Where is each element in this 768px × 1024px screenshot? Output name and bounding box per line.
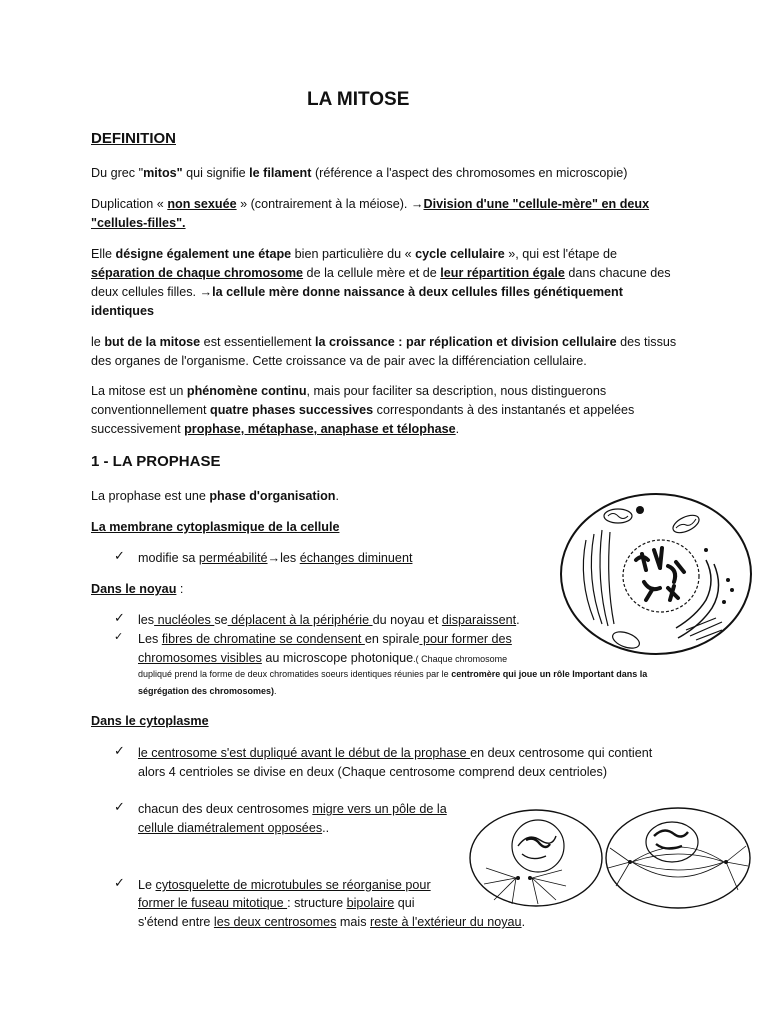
cytoplasme-item-1: le centrosome s'est dupliqué avant le début de la prophase en deux centrosome qui contient — [138, 746, 653, 760]
noyau-item-2: Les fibres de chromatine se condensent en spirale pour former des — [138, 632, 512, 646]
cytoplasme-item-3-line-2: former le fuseau mitotique : structure bipolaire qui — [138, 896, 415, 910]
cytoplasme-item-3: Le cytosquelette de microtubules se réorganise pour — [138, 878, 431, 892]
check-icon: ✓ — [114, 548, 125, 563]
definition-paragraph-2: Duplication « non sexuée » (contrairement à la méiose). →Division d'une "cellule-mère" en deux — [91, 197, 650, 211]
definition-paragraph-1: Du grec "mitos" qui signifie le filament (référence a l'aspect des chromosomes en microscopie) — [91, 166, 628, 180]
cytoplasme-item-1-line-2: alors 4 centrioles se divise en deux (Chaque centrosome comprend deux centrioles) — [138, 765, 608, 779]
noyau-item-2-line-3: dupliqué prend la forme de deux chromatides soeurs identiques réunies par le centromère qui joue un rôle Important dans la — [138, 669, 648, 679]
definition-heading: DEFINITION — [91, 130, 176, 147]
check-icon: ✓ — [114, 743, 125, 758]
prophase-heading: 1 - LA PROPHASE — [91, 453, 221, 470]
cytoplasme-item-2-line-2: cellule diamétralement opposées.. — [138, 821, 330, 835]
cytoplasme-heading: Dans le cytoplasme — [91, 714, 209, 728]
spindle-formation-diagram — [466, 804, 756, 910]
prophase-cell-diagram — [556, 490, 756, 658]
cytoplasme-item-3-line-3: s'étend entre les deux centrosomes mais reste à l'extérieur du noyau. — [138, 915, 526, 929]
noyau-item-2-line-4: ségrégation des chromosomes). — [138, 686, 277, 696]
definition-paragraph-3-line-3: deux cellules filles. →la cellule mère donne naissance à deux cellules filles génétiquement — [91, 285, 623, 299]
check-icon: ✓ — [114, 875, 125, 890]
check-icon: ✓ — [114, 631, 124, 643]
definition-paragraph-5-line-2: conventionnellement quatre phases successives correspondants à des instantanés et appelées — [91, 403, 635, 417]
definition-paragraph-4: le but de la mitose est essentiellement la croissance : par réplication et division cellulaire des tissus — [91, 335, 677, 349]
prophase-intro: La prophase est une phase d'organisation. — [91, 489, 339, 503]
noyau-item-1: les nucléoles se déplacent à la périphérie du noyau et disparaissent. — [138, 613, 520, 627]
definition-paragraph-5-line-3: successivement prophase, métaphase, anaphase et télophase. — [91, 422, 460, 436]
page-title: LA MITOSE — [307, 89, 410, 110]
membrane-item: modifie sa perméabilité→les échanges diminuent — [138, 551, 413, 565]
noyau-item-2-line-2: chromosomes visibles au microscope photonique.( Chaque chromosome — [138, 651, 508, 665]
check-icon: ✓ — [114, 610, 125, 625]
check-icon: ✓ — [114, 799, 125, 814]
definition-paragraph-3-line-4: identiques — [91, 304, 154, 318]
membrane-heading: La membrane cytoplasmique de la cellule — [91, 520, 340, 534]
definition-paragraph-4-line-2: des organes de l'organisme. Cette croissance va de pair avec la différenciation cellulaire. — [91, 354, 587, 368]
definition-paragraph-3: Elle désigne également une étape bien particulière du « cycle cellulaire », qui est l'étape de — [91, 247, 618, 261]
definition-paragraph-5: La mitose est un phénomène continu, mais pour faciliter sa description, nous distinguerons — [91, 384, 607, 398]
cytoplasme-item-2: chacun des deux centrosomes migre vers un pôle de la — [138, 802, 447, 816]
definition-paragraph-2-cont: "cellules-filles". — [91, 216, 186, 230]
noyau-heading: Dans le noyau : — [91, 582, 184, 596]
definition-paragraph-3-line-2: séparation de chaque chromosome de la cellule mère et de leur répartition égale dans chacune des — [91, 266, 671, 280]
